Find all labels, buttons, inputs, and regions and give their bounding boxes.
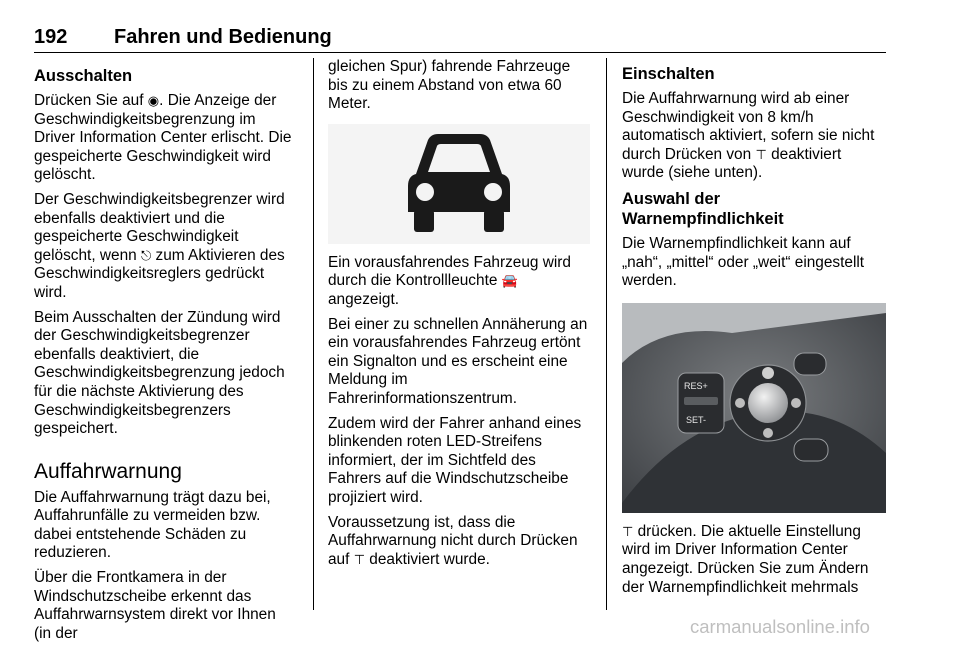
collision-alert-button-icon: ⊤ <box>755 146 767 162</box>
steering-wheel-photo <box>622 303 886 513</box>
heading-ausschalten: Ausschalten <box>34 67 133 85</box>
column-2 <box>328 58 590 575</box>
column-divider <box>313 58 314 610</box>
collision-alert-button-icon: ⊤ <box>622 523 634 539</box>
vehicle-ahead-indicator-icon: 🚘 <box>501 273 518 289</box>
vehicle-ahead-figure <box>328 124 590 244</box>
paragraph: Die Auffahrwarnung trägt dazu bei, Auffahrunfälle zu vermeiden bzw. dabei entstehende Schäden zu reduzieren. <box>34 488 271 562</box>
column-3 <box>622 58 886 603</box>
speed-limiter-icon: ◉ <box>147 93 160 108</box>
section-title: Auffahrwarnung <box>34 459 182 483</box>
paragraph: Beim Ausschalten der Zündung wird der Geschwindigkeitsbegrenzer ebenfalls deaktiviert, die Geschwindigkeitsbegrenzung jedoch für die nächste Aktivierung des Geschwindigkeitsbegrenzers gespeichert. <box>34 308 285 438</box>
paragraph: Über die Frontkamera in der Windschutzscheibe erkennt das Auffahrwarnsystem direkt vor Ihnen (in der <box>34 569 276 642</box>
set-label: SET- <box>686 414 707 425</box>
cruise-control-icon: ⎋ <box>140 247 152 263</box>
paragraph: Die Warnempfindlichkeit kann auf „nah“, „mittel“ oder „weit“ eingestellt werden. <box>622 234 865 290</box>
paragraph: ⊤ drücken. Die aktuelle Einstellung wird im Driver Information Center angezeigt. Drücken Sie zum Ändern der Warnempfindlichkeit mehrmals <box>622 522 869 596</box>
chapter-title: Fahren und Bedienung <box>114 26 332 48</box>
watermark: carmanualsonline.info <box>690 616 870 637</box>
column-1 <box>34 58 296 649</box>
page-header <box>34 26 886 53</box>
res-label: RES+ <box>684 380 708 391</box>
paragraph: gleichen Spur) fahrende Fahrzeuge bis zu einem Abstand von etwa 60 Meter. <box>328 58 571 113</box>
heading-warnempfindlichkeit: Auswahl der Warnempfindlichkeit <box>622 189 784 228</box>
heading-einschalten: Einschalten <box>622 65 715 83</box>
paragraph: Der Geschwindigkeitsbegrenzer wird ebenfalls deaktiviert und die gespeicherte Geschwindigkeit gelöscht, wenn ⎋ zum Aktivieren des Geschwindigkeitsreglers gedrückt wird. <box>34 190 285 301</box>
paragraph: Bei einer zu schnellen Annäherung an ein vorausfahrendes Fahrzeug ertönt ein Signalton und es erscheint eine Meldung im Fahrerinformationszentrum. <box>328 315 588 407</box>
paragraph: Drücken Sie auf ◉. Die Anzeige der Geschwindigkeitsbegrenzung im Driver Information Center erlischt. Die gespeicherte Geschwindigkeit wird gelöscht. <box>34 92 292 184</box>
page-number: 192 <box>34 26 68 48</box>
vehicle-ahead-icon <box>328 124 590 244</box>
paragraph: Zudem wird der Fahrer anhand eines blinkenden roten LED-Streifens informiert, der im Sichtfeld des Fahrers auf die Windschutzscheibe projiziert wird. <box>328 414 582 506</box>
collision-alert-button-icon: ⊤ <box>353 551 366 567</box>
paragraph: Ein vorausfahrendes Fahrzeug wird durch die Kontrollleuchte 🚘 angezeigt. <box>328 253 571 308</box>
column-divider <box>606 58 607 610</box>
paragraph: Die Auffahrwarnung wird ab einer Geschwindigkeit von 8 km/h automatisch aktiviert, sofern sie nicht durch Drücken von ⊤ deaktiviert wurde (siehe unten). <box>622 90 875 182</box>
paragraph: Voraussetzung ist, dass die Auffahrwarnung nicht durch Drücken auf ⊤ deaktiviert wurde. <box>328 513 578 568</box>
